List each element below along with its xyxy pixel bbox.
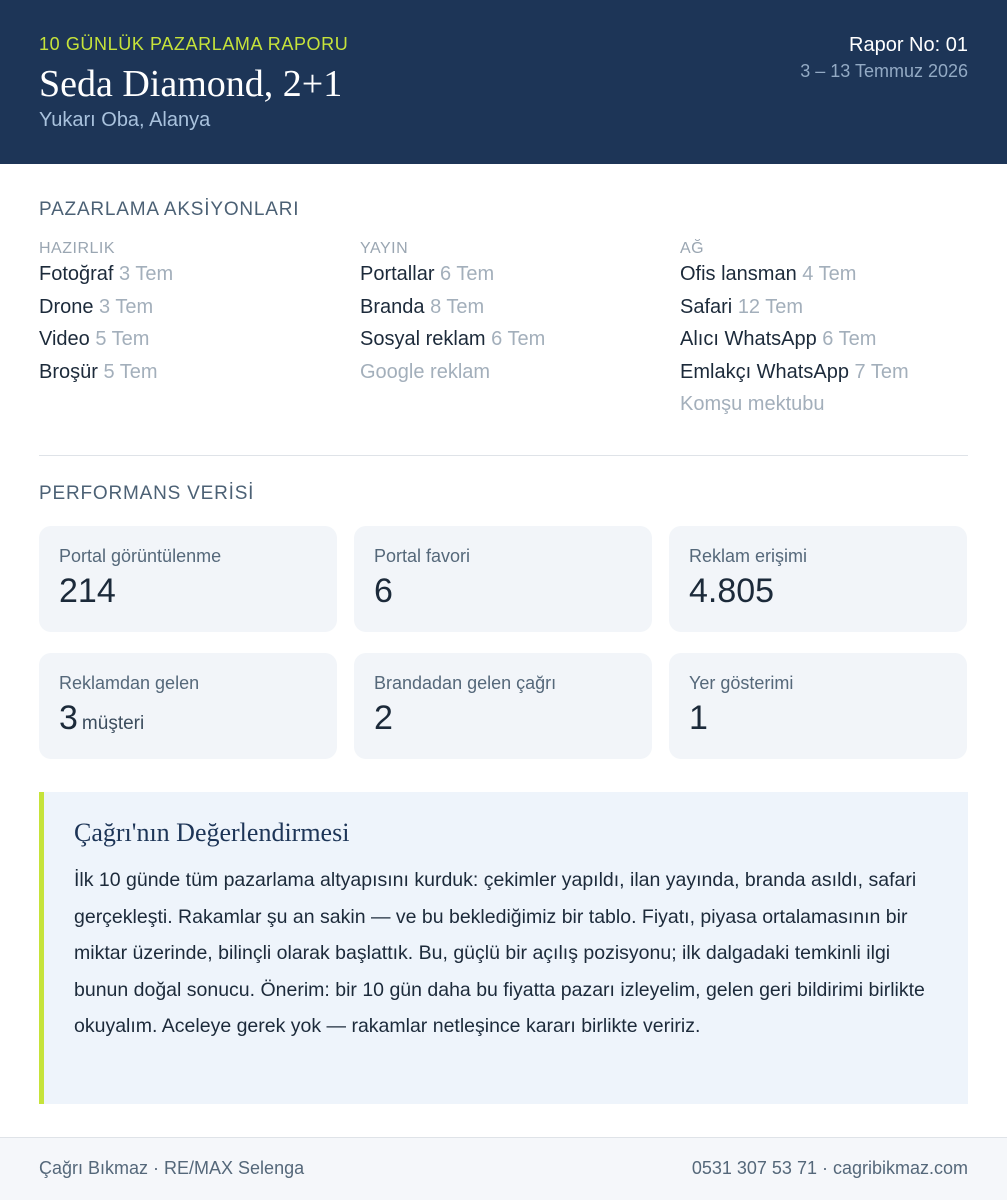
action-date: 4 Tem [802,263,857,285]
action-item [680,295,980,328]
metric-card [39,526,337,632]
action-name: Google reklam [360,360,491,383]
metric-label: Portal favori [374,546,471,566]
metric-card [669,526,967,632]
report-eyebrow: 10 GÜNLÜK PAZARLAMA RAPORU [39,34,349,54]
actions-section-title: PAZARLAMA AKSİYONLARI [39,199,300,220]
action-item-pending [360,360,660,393]
action-name: Video [39,328,90,350]
report-date-range: 3 – 13 Temmuz 2026 [800,61,968,81]
metric-value [59,699,144,738]
actions-column-publish [360,240,660,392]
action-name: Branda [360,295,425,318]
agent-signature: Çağrı Bıkmaz · RE/MAX Selenga [39,1158,305,1178]
metric-card [354,526,652,632]
action-name: Ofis lansman [680,263,797,285]
action-item [680,262,980,295]
property-location: Yukarı Oba, Alanya [39,109,211,131]
actions-column-prep [39,240,339,392]
metric-number: 4.805 [689,572,775,610]
action-item [680,327,980,360]
action-name: Fotoğraf [39,263,114,285]
action-date: 6 Tem [491,328,546,350]
action-name: Safari [680,295,733,318]
report-number: Rapor No: 01 [849,34,968,56]
metric-card [354,653,652,759]
metric-value [374,572,393,611]
column-heading: YAYIN [360,240,409,257]
action-name: Portallar [360,263,435,285]
column-heading: AĞ [680,240,705,257]
metric-label: Reklam erişimi [689,546,808,566]
metric-number: 3 [59,699,78,737]
action-item [39,262,339,295]
metric-label: Reklamdan gelen [59,673,200,693]
action-date: 5 Tem [103,360,158,383]
metric-label: Portal görüntülenme [59,546,222,566]
metric-value [59,572,116,611]
performance-section-title: PERFORMANS VERİSİ [39,483,255,504]
evaluation-title: Çağrı'nın Değerlendirmesi [74,818,350,847]
action-name: Komşu mektubu [680,393,825,415]
action-name: Alıcı WhatsApp [680,328,817,350]
metric-number: 6 [374,572,393,610]
evaluation-box [39,792,968,1104]
action-date: 3 Tem [119,263,174,285]
column-heading: HAZIRLIK [39,240,116,257]
action-date: 3 Tem [99,295,154,318]
action-item [39,295,339,328]
metric-card [669,653,967,759]
metric-number: 214 [59,572,116,610]
action-item [680,360,980,393]
report-header [0,0,1007,164]
action-date: 6 Tem [440,263,495,285]
agent-contact: 0531 307 53 71 · cagribikmaz.com [691,1158,968,1178]
evaluation-body: İlk 10 günde tüm pazarlama altyapısını kurduk: çekimler yapıldı, ilan yayında, branda asıldı, safari gerçekleşti. Rakamlar şu an sakin — ve bu beklediğimiz bir tablo. Fiyatı, piyasa ortalamasının bir miktar üzerinde, bilinçli olarak başlattık. Bu, güçlü bir açılış pozisyonu; ilk dalgadaki temkinli ilgi bunun doğal sonucu. Önerim: bir 10 gün daha bu fiyatta pazarı izleyelim, gelen geri bildirimi birlikte okuyalım. Aceleye gerek yok — rakamlar netleşince kararı birlikte veririz. [74,869,925,1037]
metric-value [689,699,708,738]
action-item-pending [680,392,980,425]
action-date: 6 Tem [822,328,877,350]
metric-label: Yer gösterimi [689,673,794,693]
action-item [39,360,339,393]
section-divider [39,455,968,456]
report-footer [0,1137,1007,1200]
action-item [360,262,660,295]
metric-number: 2 [374,699,393,737]
action-item [360,327,660,360]
action-date: 12 Tem [737,295,804,318]
metric-label: Brandadan gelen çağrı [374,673,557,693]
action-date: 7 Tem [854,360,909,383]
action-name: Broşür [39,360,98,383]
actions-column-network [680,240,980,425]
action-name: Drone [39,295,94,318]
metric-value [689,572,774,611]
action-name: Emlakçı WhatsApp [680,360,849,383]
metric-unit: müşteri [81,713,145,734]
action-name: Sosyal reklam [360,328,486,350]
action-date: 5 Tem [95,328,150,350]
metric-value [374,699,393,738]
action-date: 8 Tem [430,295,485,318]
metric-card [39,653,337,759]
metric-number: 1 [689,699,708,737]
action-item [360,295,660,328]
action-item [39,327,339,360]
property-title: Seda Diamond, 2+1 [39,63,343,105]
